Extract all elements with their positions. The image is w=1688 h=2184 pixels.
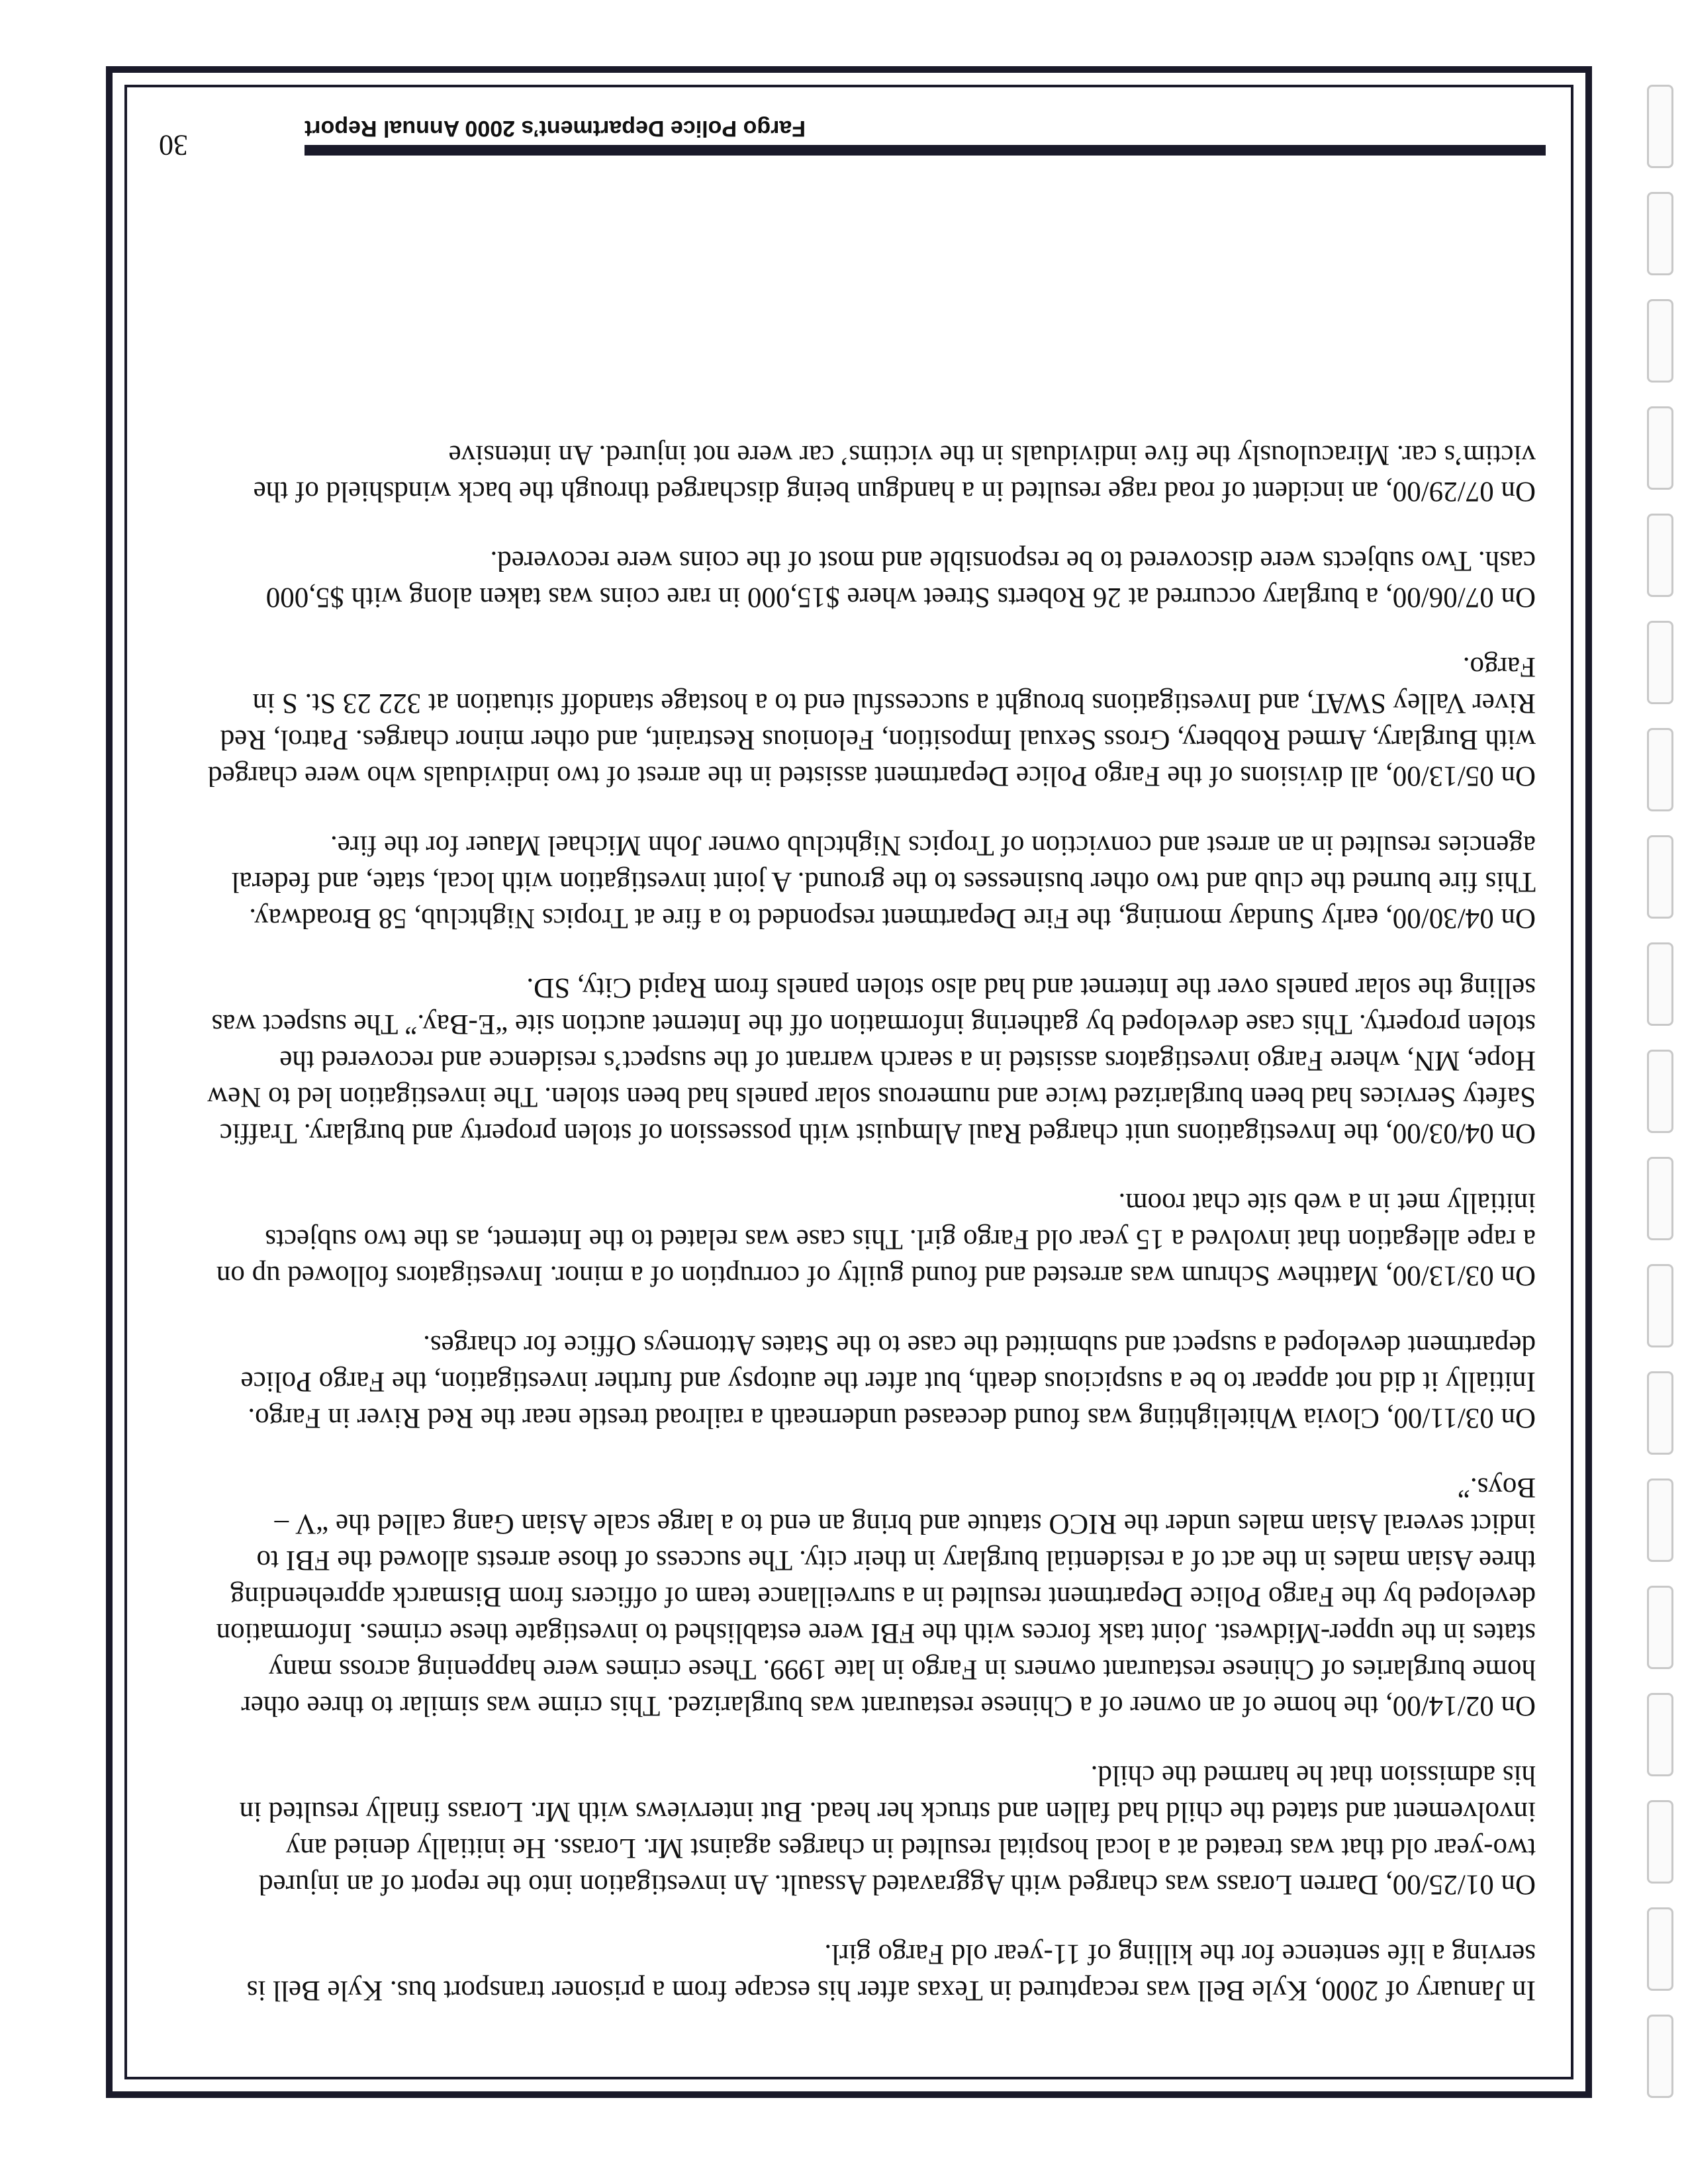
paragraph-almquist: On 04/03/00, the Investigations unit charged Raul Almquist with possession of stolen property and burglary. Traffic Safety Services had been burglarized twice and numerous solar panels had been stolen. The investigation led to New Hope, MN, where Fargo investigators assisted in a search warrant of the suspect’s residence and recovered the stolen property. This case developed by gathering information off the Internet auction site “E-Bay.” The suspect was selling the solar panels over the Internet and had also stolen panels from Rapid City, SD. bbox=[207, 972, 1536, 1149]
paragraph-schrum: On 03/13/00, Matthew Schrum was arrested and found guilty of corruption of a minor. Investigators followed up on a rape allegation that involved a 15 year old Fargo girl. This case was related to the Internet, as the two subjects initially met in a web site chat room. bbox=[216, 1187, 1536, 1291]
report-body bbox=[205, 404, 1536, 2009]
punch-hole bbox=[1647, 1907, 1673, 1991]
paragraph-tropics-fire: On 04/30/00, early Sunday morning, the Fire Department responded to a fire at Tropics Nightclub, 58 Broadway. This fire burned the club and two other businesses to the ground. A joint investigation with local, state, and federal agencies resulted in an arrest and conviction of Tropics Nightclub owner John Michael Mauer for the fire. bbox=[231, 830, 1536, 934]
paragraph-lorass: On 01/25/00, Darren Lorass was charged with Aggravated Assault. An investigation into the report of an injured two-year old that was treated at a local hospital resulted in charges against Mr. Lorass. He initially denied any involvement and stated the child had fallen and struck her head. But interviews with Mr. Lorass finally resulted in his admission that he harmed the child. bbox=[239, 1760, 1536, 1900]
punch-hole bbox=[1647, 835, 1673, 919]
punch-hole bbox=[1647, 1371, 1673, 1455]
punch-hole bbox=[1647, 1264, 1673, 1347]
punch-hole bbox=[1647, 942, 1673, 1026]
punch-hole bbox=[1647, 192, 1673, 275]
paragraph-hostage-standoff: On 05/13/00, all divisions of the Fargo Police Department assisted in the arrest of two individuals who were charged with Burglary, Armed Robbery, Gross Sexual Imposition, Felonious Restraint, and other minor charges. Patrol, Red River Valley SWAT, and Investigations brought a successful end to a hostage standoff situation at 322 23 St. S in Fargo. bbox=[208, 651, 1536, 792]
paragraph-restaurant-burglary: On 02/14/00, the home of an owner of a Chinese restaurant was burglarized. This crime was similar to three other home burglaries of Chinese restaurant owners in Fargo in late 1999. These crimes were happening across many states in the upper-Midwest. Joint task forces with the FBI were established to investigate these crimes. Information developed by the Fargo Police Department resulted in a surveillance team of officers from Bismarck apprehending three Asian males in the act of a residential burglary in their city. The success of those arrests allowed the FBI to indict several Asian males under the RICO statute and bring an end to a large scale Asian Gang called the “V – Boys.” bbox=[216, 1472, 1536, 1721]
paragraph-whitelighting: On 03/11/00, Clovia Whitelighting was found deceased underneath a railroad trestle near the Red River in Fargo. Initially it did not appear to be a suspicious death, but after the autopsy and further investigation, the Fargo Police department developed a suspect and submitted the case to the States Attorneys Office for charges. bbox=[240, 1330, 1536, 1433]
punch-hole bbox=[1647, 406, 1673, 490]
footer-report-title: Fargo Police Department’s 2000 Annual Report bbox=[305, 116, 806, 141]
punch-hole bbox=[1647, 1479, 1673, 1562]
punch-hole bbox=[1647, 1050, 1673, 1133]
punch-hole bbox=[1647, 85, 1673, 168]
punch-hole bbox=[1647, 1157, 1673, 1240]
binder-holes bbox=[1634, 60, 1673, 2098]
punch-hole bbox=[1647, 2015, 1673, 2098]
paragraph-coin-burglary: On 07/06/00, a burglary occurred at 26 Roberts Street where $15,000 in rare coins was taken along with $5,000 cash. Two subjects were discovered to be responsible and most of the coins were recovered. bbox=[265, 545, 1536, 613]
paragraph-kyle-bell: In January of 2000, Kyle Bell was recaptured in Texas after his escape from a prisoner transport bus. Kyle Bell is serving a life sentence for the killing of 11-year old Fargo girl. bbox=[246, 1938, 1536, 2006]
punch-hole bbox=[1647, 1800, 1673, 1884]
punch-hole bbox=[1647, 299, 1673, 383]
punch-hole bbox=[1647, 1693, 1673, 1776]
page-number: 30 bbox=[159, 129, 188, 161]
punch-hole bbox=[1647, 728, 1673, 811]
punch-hole bbox=[1647, 621, 1673, 704]
page-border bbox=[106, 66, 1592, 2098]
paragraph-road-rage: On 07/29/00, an incident of road rage resulted in a handgun being discharged through the back windshield of the victim’s car. Miraculously the five individuals in the victims’ car were not injured. An intensive bbox=[253, 439, 1536, 507]
punch-hole bbox=[1647, 514, 1673, 597]
page-footer bbox=[152, 116, 1546, 162]
punch-hole bbox=[1647, 1586, 1673, 1669]
